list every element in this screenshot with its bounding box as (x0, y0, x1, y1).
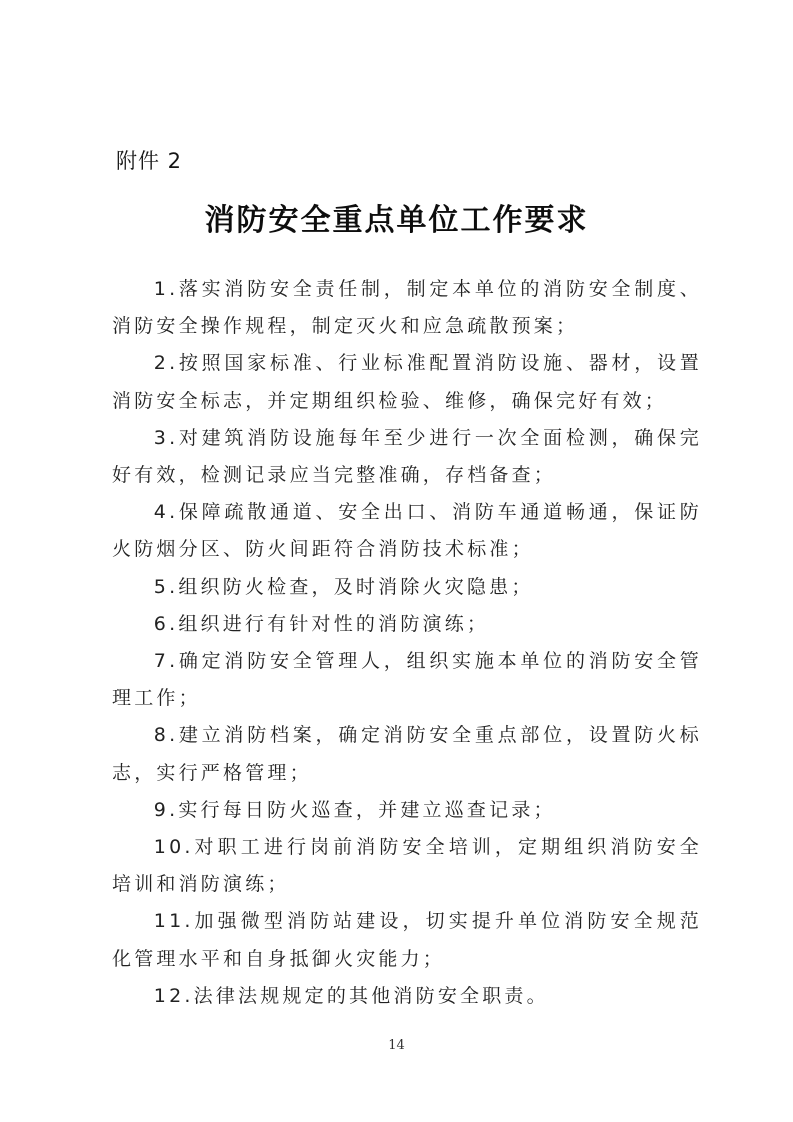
page-number: 14 (388, 1038, 405, 1053)
requirement-item-1: 1.落实消防安全责任制，制定本单位的消防安全制度、消防安全操作规程，制定灭火和应急疏散预案； (112, 278, 702, 338)
requirements-list (112, 271, 702, 1015)
requirement-item-6: 6.组织进行有针对性的消防演练； (153, 612, 490, 635)
requirement-item-4: 4.保障疏散通道、安全出口、消防车通道畅通，保证防火防烟分区、防火间距符合消防技术标准； (112, 501, 702, 561)
attachment-label: 附件 2 (116, 149, 183, 173)
requirement-item-2: 2.按照国家标准、行业标准配置消防设施、器材，设置消防安全标志，并定期组织检验、维修，确保完好有效； (112, 352, 702, 412)
requirement-item-5: 5.组织防火检查，及时消除火灾隐患； (153, 575, 534, 598)
document-title: 消防安全重点单位工作要求 (204, 203, 589, 238)
requirement-item-11: 11.加强微型消防站建设，切实提升单位消防安全规范化管理水平和自身抵御火灾能力； (112, 910, 702, 970)
requirement-item-7: 7.确定消防安全管理人，组织实施本单位的消防安全管理工作； (112, 650, 702, 710)
requirement-item-10: 10.对职工进行岗前消防安全培训，定期组织消防安全培训和消防演练； (112, 836, 702, 896)
requirement-item-8: 8.建立消防档案，确定消防安全重点部位，设置防火标志，实行严格管理； (112, 724, 702, 784)
requirement-item-3: 3.对建筑消防设施每年至少进行一次全面检测，确保完好有效，检测记录应当完整准确，存档备查； (112, 426, 702, 487)
requirement-item-12: 12.法律法规规定的其他消防安全职责。 (153, 984, 549, 1007)
requirement-item-9: 9.实行每日防火巡查，并建立巡查记录； (153, 798, 556, 821)
